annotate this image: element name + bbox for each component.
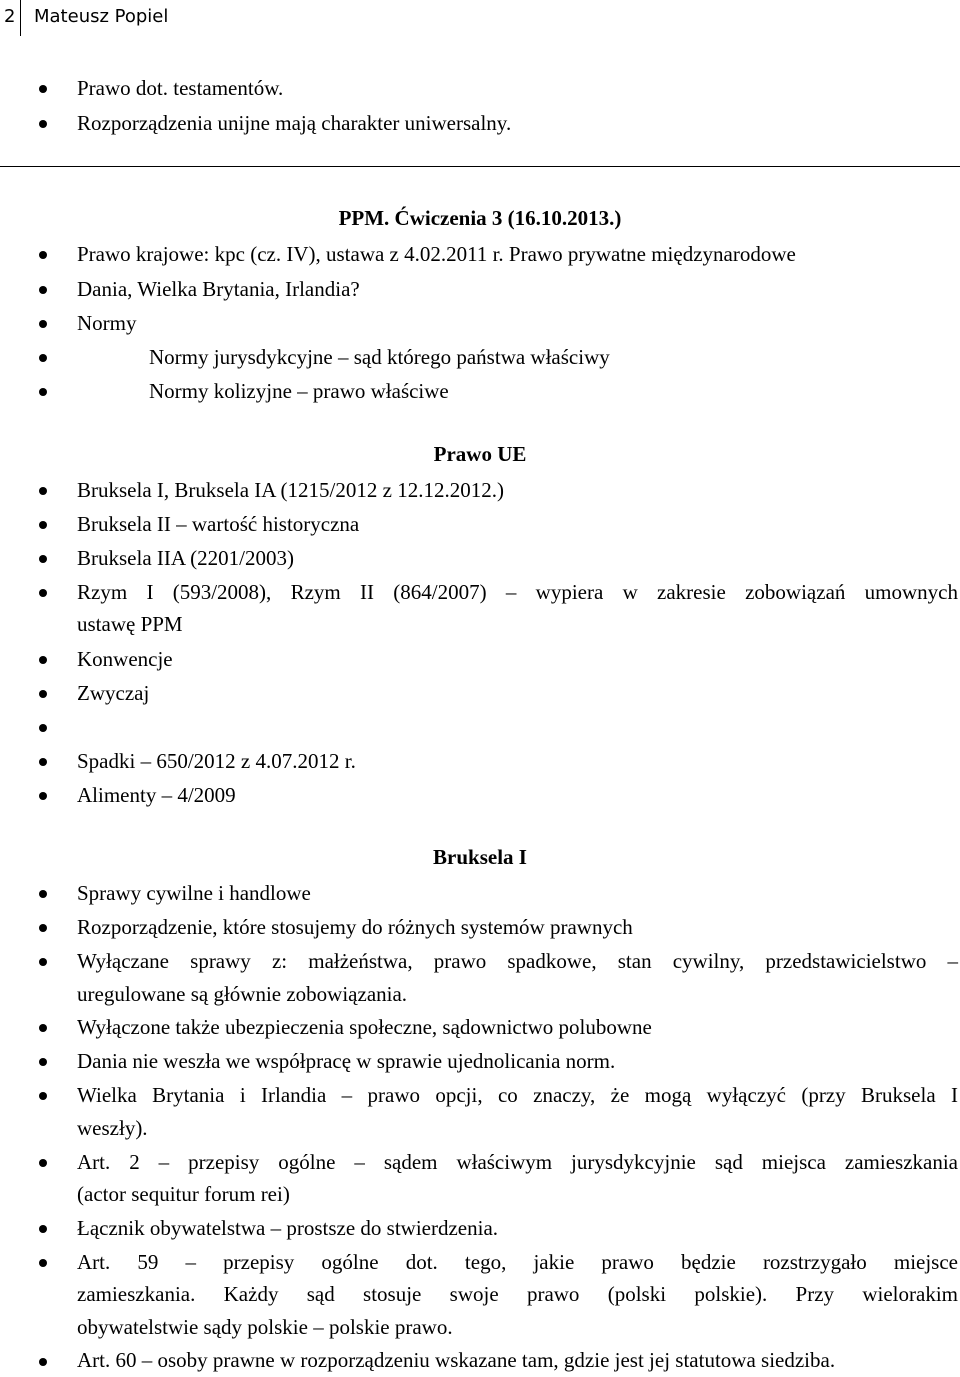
bullet-icon [39,251,47,259]
bullet-icon [39,320,47,328]
bullet-icon [39,487,47,495]
author-name: Mateusz Popiel [34,6,169,27]
header-divider [20,0,21,36]
section-title-prawo-ue: Prawo UE [433,442,527,466]
horizontal-rule [0,166,960,167]
bullet-icon [39,690,47,698]
bullet-icon [39,792,47,800]
section-title-bruksela-i: Bruksela I [433,845,527,869]
bullet-icon [39,1058,47,1066]
bullet-icon [39,1024,47,1032]
bullet-icon [39,521,47,529]
bullet-icon [39,1259,47,1267]
bullet-icon [39,758,47,766]
bullet-icon [39,958,47,966]
section-title-ppm: PPM. Ćwiczenia 3 (16.10.2013.) [338,206,622,230]
page-number: 2 [4,6,16,27]
bullet-icon [39,85,47,93]
bullet-icon [39,1159,47,1167]
bullet-icon [39,1358,47,1366]
bullet-icon [39,388,47,396]
bullet-icon [39,354,47,362]
bullet-icon [39,1225,47,1233]
bullet-icon [39,924,47,932]
bullet-icon [39,120,47,128]
bullet-icon [39,1092,47,1100]
document-page: 2 Mateusz Popiel Prawo dot. testamentów. Rozporządzenia unijne mają charakter uniwersalny. PPM. Ćwiczenia 3 (16.10.2013.) Prawo krajowe: kpc (cz. IV), ustawa z 4.02.2011 r. Prawo prywatne międzynarodowe Dania, Wielka Brytania, Irlandia? Normy Normy jurysdykcyjne – sąd którego państwa właściwy Normy kolizyjne – prawo właściwe Prawo UE Bruksela I, Bruksela IA (1215/2012 z 12.12.2012.) Bruksela II – wartość historyczna Bruksela IIA (2201/2003) Rzym I (593/2008), Rzym II (864/2007) – wypiera w zakresie zobowiązań umownych ustawę PPM Konwencje Zwyczaj Spadki – 650/2012 z 4.07.2012 r. Alimenty – 4/2009 Bruksela I Sprawy cywilne i handlowe Rozporządzenie, które stosujemy do różnych systemów prawnych Wyłączane sprawy z: małżeństwa, prawo spadkowe, stan cywilny, przedstawicielstwo – uregulowane są głównie zobowiązania. Wyłączone także ubezpieczenia społeczne, sądownictwo polubowne Dania nie weszła we współpracę w sprawie ujednolicania norm. Wielka Brytania i Irlandia – prawo opcji, co znaczy, że mogą wyłączyć (przy Bruksela I weszły). Art. 2 – przepisy ogólne – sądem właściwym jurysdykcyjnie sąd miejsca zamieszkania (actor sequitur forum rei) Łącznik obywatelstwa – prostsze do stwierdzenia. Art. 59 – przepisy ogólne dot. tego, jakie prawo będzie rozstrzygało miejsce zamieszkania. Każdy sąd stosuje swoje prawo (polski polskie). Przy wielorakim obywatelstwie sądy polskie – polskie prawo. Art. 60 – osoby prawne w rozporządzeniu wskazane tam, gdzie jest jej statutowa siedziba. [0,0,960,1374]
bullet-icon [39,724,47,732]
bullet-icon [39,890,47,898]
bullet-icon [39,589,47,597]
bullet-icon [39,555,47,563]
page-header [0,0,960,36]
bullet-icon [39,656,47,664]
bullet-icon [39,286,47,294]
